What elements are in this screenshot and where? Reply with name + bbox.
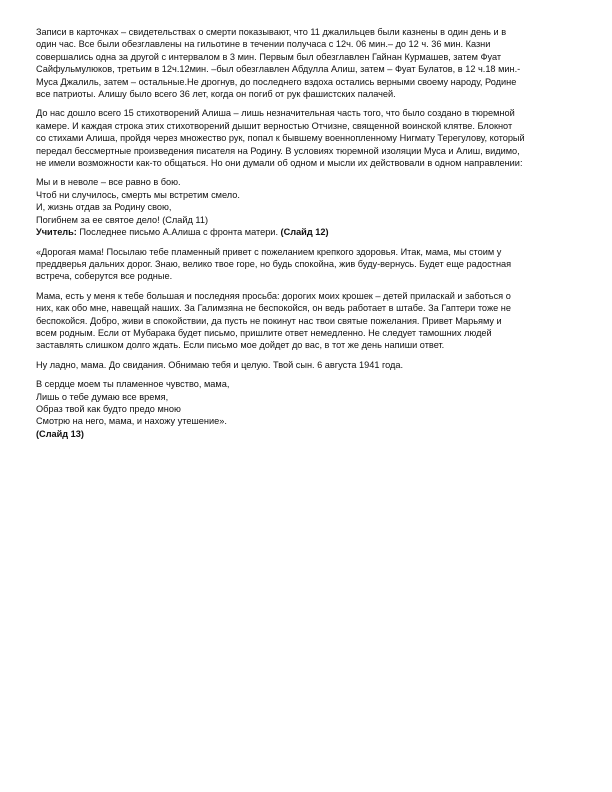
text-line: передал бессмертные произведения писателя на Родину. В условиях тюремной изоляции Муса и Алиш, видимо,: [36, 145, 520, 156]
text-line: «Дорогая мама! Посылаю тебе пламенный привет с пожеланием крепкого здоровья. Итак, мама, мы стоим у: [36, 246, 502, 257]
text-line: преддверья дальних дорог. Знаю, велико твое горе, но будь спокойна, жив буду-вернусь. Будет еще радостная: [36, 258, 512, 269]
text-line: совершались одна за другой с интервалом в 3 мин. Первым был обезглавлен Гайнан Курмашев, затем Фуат: [36, 51, 502, 62]
verse-line: Чтоб ни случилось, смерть мы встретим смело.: [36, 189, 240, 200]
verse-block-2: [36, 378, 581, 440]
text-line: заставлять слишком долго ждать. Если письмо мое дойдет до вас, в тот же день напиши ответ.: [36, 340, 445, 351]
text-line: Сайфульмулюков, третьим в 12ч.12мин. –был обезглавлен Абдулла Алиш, затем – Фуат Булатов, в 12 ч.18 мин.-: [36, 64, 521, 75]
verse-line: Погибнем за ее святое дело! (Слайд 11): [36, 214, 209, 225]
text-line: один час. Все были обезглавлены на гильотине в течении получаса с 12ч. 06 мин.– до 12 ч. 36 мин. Казни: [36, 39, 491, 50]
text-line: все патриоты. Алишу было всего 36 лет, когда он погиб от рук фашистских палачей.: [36, 89, 396, 100]
text-line: всем родным. Если от Мубарака будет письмо, пришлите ответ немедленно. Не следует тамошних людей: [36, 327, 492, 338]
verse-line: Образ твой как будто предо мною: [36, 403, 181, 414]
document-page: [36, 26, 581, 447]
verse-line: Смотрю на него, мама, и нахожу утешение».: [36, 416, 227, 427]
text-line: со стихами Алиша, пройдя через множество рук, попал к бывшему военнопленному Нигмату Терегулову, который: [36, 133, 525, 144]
text-line: Мама, есть у меня к тебе большая и последняя просьба: дорогих моих крошек – детей приласкай и заботься о: [36, 290, 511, 301]
text-line: камере. И каждая строка этих стихотворений дышит верностью Отчизне, священной воинской клятве. Блокнот: [36, 120, 513, 131]
text-line: Муса Джалиль, затем – остальные.Не дрогнув, до последнего вздоха остались верными своему народу, Родине: [36, 76, 517, 87]
verse-line: Мы и в неволе – все равно в бою.: [36, 177, 181, 188]
paragraph-letter-greeting: [36, 246, 581, 283]
verse-line: И, жизнь отдав за Родину свою,: [36, 202, 172, 213]
verse-block-1: [36, 176, 581, 238]
text-line: Записи в карточках – свидетельствах о смерти показывают, что 11 джалильцев были казнены в один день и в: [36, 27, 507, 37]
verse-line: Лишь о тебе думаю все время,: [36, 391, 169, 402]
teacher-text: Последнее письмо А.Алиша с фронта матери.: [76, 227, 281, 238]
slide-12-label: (Слайд 12): [280, 227, 329, 238]
text-line: Ну ладно, мама. До свидания. Обнимаю тебя и целую. Твой сын. 6 августа 1941 года.: [36, 359, 404, 370]
text-line: До нас дошло всего 15 стихотворений Алиша – лишь незначительная часть того, что было создано в тюремной: [36, 108, 515, 119]
teacher-label: Учитель:: [36, 227, 77, 238]
text-line: них, как обо мне, навещай наших. За Галимзяна не беспокойся, он ведь работает в штабе. За Гаптери тоже не: [36, 303, 511, 314]
text-line: беспокойся. Добро, живи в спокойствии, да пусть не покинут нас твои святые пожелания. Привет Марьяму и: [36, 315, 502, 326]
slide-13-label: (Слайд 13): [36, 428, 84, 439]
paragraph-letter-request: [36, 290, 581, 352]
paragraph-letter-farewell: [36, 359, 581, 371]
text-line: не имели возможности как-то общаться. Но они думали об одном и мысли их действовали в одном направлении:: [36, 158, 523, 169]
text-line: встреча, соберутся все родные.: [36, 271, 173, 282]
teacher-line: [36, 226, 581, 238]
paragraph-execution-records: [36, 26, 581, 100]
verse-line: В сердце моем ты пламенное чувство, мама,: [36, 379, 230, 390]
paragraph-poems: [36, 107, 581, 169]
